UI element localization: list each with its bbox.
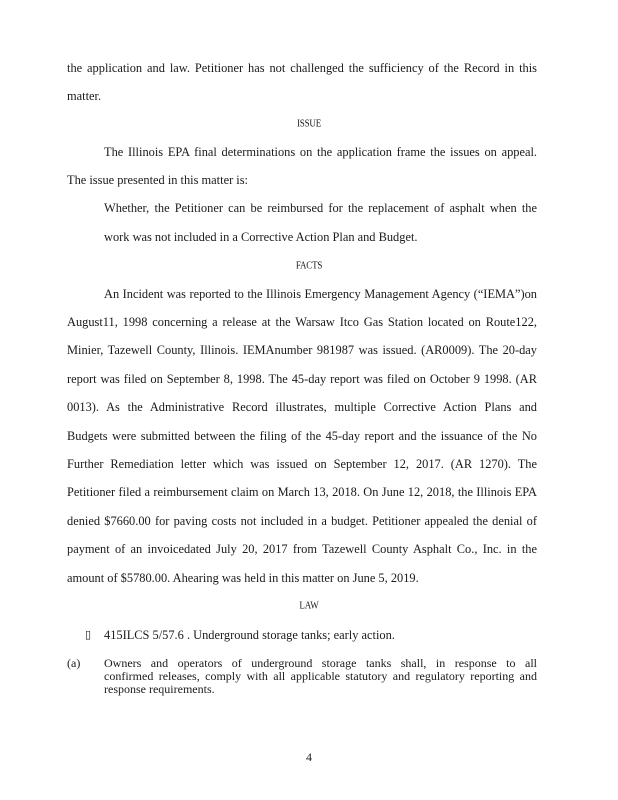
issue-question-line-1: Whether, the Petitioner can be reimbursed for the replacement of asphalt when the (104, 201, 537, 215)
issue-heading: ISSUE (296, 117, 321, 129)
statute-item-line: response requirements. (104, 682, 215, 696)
bullet-icon: ▯ (85, 629, 92, 641)
issue-paragraph-line-2: The issue presented in this matter is: (67, 173, 249, 187)
issue-paragraph-line-1: The Illinois EPA final determinations on the application frame the issues on appeal. (104, 145, 537, 159)
facts-line: denied $7660.00 for paving costs not included in a budget. Petitioner appealed the denial of (67, 514, 537, 528)
facts-line: Petitioner filed a reimbursement claim on March 13, 2018. On June 12, 2018, the Illinois EPA (67, 485, 537, 499)
facts-line: amount of $5780.00. Ahearing was held in this matter on June 5, 2019. (67, 571, 419, 585)
facts-line: 0013). As the Administrative Record illustrates, multiple Corrective Action Plans and (67, 400, 537, 414)
page-number: 4 (306, 750, 312, 764)
facts-heading: FACTS (295, 259, 323, 271)
facts-line: August11, 1998 concerning a release at the Warsaw Itco Gas Station located on Route122, (67, 315, 537, 329)
intro-line-1: the application and law. Petitioner has not challenged the sufficiency of the Record in this (67, 61, 537, 75)
facts-line: Further Remediation letter which was issued on September 12, 2017. (AR 1270). The (67, 457, 537, 471)
facts-line: Minier, Tazewell County, Illinois. IEMAnumber 981987 was issued. (AR0009). The 20-day (67, 343, 537, 357)
facts-line: payment of an invoicedated July 20, 2017 from Tazewell County Asphalt Co., Inc. in the (67, 542, 537, 556)
facts-line: Budgets were submitted between the filing of the 45-day report and the issuance of the No (67, 429, 537, 443)
statute-item-label: (a) (67, 656, 81, 670)
statute-citation: 415ILCS 5/57.6 . Underground storage tanks; early action. (104, 628, 395, 642)
statute-item-line: Owners and operators of underground storage tanks shall, in response to all (104, 656, 537, 670)
facts-line: report was filed on September 8, 1998. The 45-day report was filed on October 9 1998. (AR (67, 372, 537, 386)
issue-question-line-2: work was not included in a Corrective Action Plan and Budget. (104, 230, 418, 244)
statute-item-line: confirmed releases, comply with all applicable statutory and regulatory reporting and (104, 669, 537, 683)
intro-line-2: matter. (67, 89, 102, 103)
law-heading: LAW (299, 599, 319, 611)
facts-line: An Incident was reported to the Illinois Emergency Management Agency (“IEMA”)on (104, 287, 537, 301)
